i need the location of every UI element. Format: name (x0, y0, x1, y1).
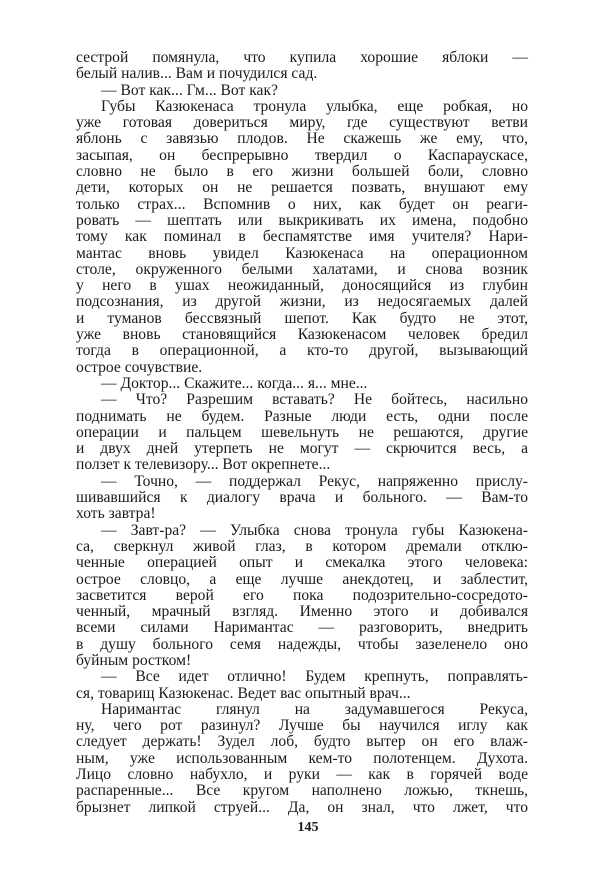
text-line: острое словцо, а еще лучше анекдотец, и заблестит, (76, 570, 528, 588)
text-line: и двух дней утерпеть не могут — скрючится весь, а (76, 440, 528, 458)
text-line: уже вновь становящийся Казюкенасом человек бредил (76, 326, 528, 344)
text-line: уже готовая довериться миру, где существуют ветви (76, 114, 528, 132)
text-line: буйным ростком! (76, 651, 192, 669)
text-line: засветится верой его пока подозрительно-сосредото- (76, 586, 528, 604)
text-line: ну, чего рот разинул? Лучше бы научился иглу как (76, 717, 528, 735)
text-line: всеми силами Наримантас — разговорить, внедрить (76, 619, 528, 637)
text-line: — Что? Разрешим вставать? Не бойтесь, насильно (101, 391, 528, 409)
text-line: подсознания, из другой жизни, из недосягаемых далей (76, 293, 528, 311)
text-line: — Завт-ра? — Улыбка снова тронула губы Казюкена- (101, 521, 528, 539)
text-line: распаренные... Все кругом наполнено ложью, ткнешь, (76, 782, 528, 800)
text-line: ным, уже использованным кем-то полотенцем. Духота. (76, 749, 528, 767)
text-line: белый налив... Вам и почудился сад. (76, 65, 318, 83)
text-line: — Точно, — поддержал Рекус, напряженно прислу- (101, 472, 528, 490)
text-line: засыпая, он беспрерывно твердил о Каспараускасе, (76, 146, 528, 164)
text-line: — Все идет отлично! Будем крепнуть, поправлять- (101, 668, 528, 686)
text-line: мантас вновь увидел Казюкенаса на операционном (76, 244, 528, 262)
text-line: и туманов бессвязный шепот. Как будто не этот, (76, 309, 528, 327)
text-line: ползет к телевизору... Вот окрепнете... (76, 456, 331, 474)
text-line: Губы Казюкенаса тронула улыбка, еще робкая, но (101, 97, 528, 115)
text-line: следует держать! Зудел лоб, будто вытер он его влаж- (76, 733, 528, 751)
text-line: только страх... Вспомнив о них, как будет он реаги- (76, 195, 528, 213)
text-line: словно не было в его жизни большей боли, словно (76, 163, 528, 181)
text-line: ся, товарищ Казюкенас. Ведет вас опытный врач... (76, 684, 411, 702)
text-line: операции и пальцем шевельнуть не решаются, другие (76, 423, 528, 441)
text-line: ровать — шептать или выкрикивать их имена, подобно (76, 211, 528, 229)
text-line: столе, окруженного белыми халатами, и снова возник (76, 260, 528, 278)
text-line: в душу больного семя надежды, чтобы зазеленело оно (76, 635, 528, 653)
text-line: брызнет липкой струей... Да, он знал, что лжет, что (76, 798, 528, 816)
text-line: тому как поминал в беспамятстве имя учителя? Нари- (76, 228, 528, 246)
text-line: — Вот как... Гм... Вот как? (101, 81, 278, 99)
text-line: Наримантас глянул на задумавшегося Рекуса, (101, 700, 528, 718)
text-line: ченные операцией опыт и смекалка этого человека: (76, 554, 528, 572)
page-number: 145 (297, 820, 319, 835)
page-body-text (76, 50, 528, 816)
text-line: у него в ушах неожиданный, доносящийся из глубин (76, 277, 528, 295)
text-line: острое сочувствие. (76, 358, 203, 376)
text-line: хоть завтра! (76, 505, 156, 523)
text-line: шивавшийся к диалогу врача и больного. — Вам-то (76, 489, 528, 507)
text-line: дети, которых он не решается позвать, внушают ему (76, 179, 528, 197)
text-line: — Доктор... Скажите... когда... я... мне... (101, 374, 368, 392)
text-line: са, сверкнул живой глаз, в котором дремали отклю- (76, 537, 528, 555)
text-line: тогда в операционной, а кто-то другой, вызывающий (76, 342, 528, 360)
text-line: яблонь с завязью плодов. Не скажешь же ему, что, (76, 130, 528, 148)
text-line: Лицо словно набухло, и руки — как в горячей воде (76, 766, 528, 784)
text-line: поднимать не будем. Разные люди есть, одни после (76, 407, 528, 425)
text-line: сестрой помянула, что купила хорошие яблоки — (76, 49, 528, 66)
text-line: ченный, мрачный взгляд. Именно этого и добивался (76, 603, 528, 621)
